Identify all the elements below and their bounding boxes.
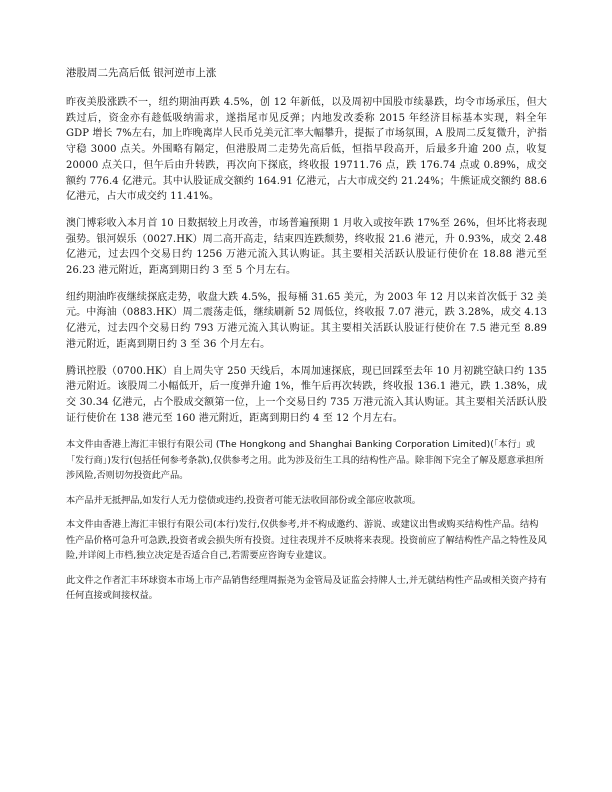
disclaimer-risk: 本文件由香港上海汇丰银行有限公司(本行)发行,仅供参考,并不构成邀约、游说、或建议出售或购买结构性产品。结构性产品价格可急升可急跌,投资者或会损失所有投资。过往表现并不反映将来表现。投资前应了解结构性产品之特性及风险,并详阅上市档,独立决定是否适合自己,若需要应咨询专业建议。 (66, 519, 547, 562)
disclaimer-author: 此文件之作者汇丰环球资本市场上市产品销售经理周振尧为金管局及证监会持牌人士,并无就结构性产品或相关资产持有任何直接或间接权益。 (66, 574, 547, 602)
paragraph-galaxy-entertainment: 澳门博彩收入本月首 10 日数据较上月改善，市场普遍预期 1 月收入或按年跌 17%至 26%，但坏比将表现强势。银河娱乐（0027.HK）周二高开高走，结束四连跌颓势，终收报 21.6 港元，升 0.93%，成交 2.48 亿港元，过去四个交易日约 1256 万港元流入其认购证。其主要相关活跃认股证行使价在 18.88 港元至 26.23 港元附近，距离到期日约 3 至 5 个月左右。 (66, 217, 547, 277)
paragraph-tencent: 腾讯控股（0700.HK）自上周失守 250 天线后，本周加速探底，现已回踩至去年 10 月初跳空缺口约 135 港元附近。该股周二小幅低开，后一度弹升逾 1%，惟午后再次转跌，终收报 136.1 港元，跌 1.38%，成交 30.34 亿港元，占个股成交额第一位，上一个交易日约 735 万港元流入其认购证。其主要相关活跃认股证行使价在 138 港元至 160 港元附近，距离到期日约 4 至 12 个月左右。 (66, 365, 547, 424)
disclaimer-collateral: 本产品并无抵押品,如发行人无力偿债或违约,投资者可能无法收回部份或全部应收款项。 (66, 494, 421, 506)
document-body (66, 66, 547, 613)
paragraph-cnooc: 纽约期油昨夜继续探底走势，收盘大跌 4.5%，报每桶 31.65 美元，为 2003 年 12 月以来首次低于 32 美元。中海油（0883.HK）周二震荡走低，继续刷新 52 周低位，终收报 7.07 港元，跌 3.28%，成交 4.13 亿港元，过去四个交易日约 793 万港元流入其认购证。其主要相关活跃认股证行使价在 7.5 港元至 8.89 港元附近，距离到期日约 3 至 36 个月左右。 (66, 291, 547, 350)
article-title: 港股周二先高后低 银河逆市上涨 (66, 67, 217, 79)
paragraph-market-overview: 昨夜美股涨跌不一，纽约期油再跌 4.5%，创 12 年新低，以及周初中国股市续暴跌，均令市场承压，但大跌过后，资金亦有趁低吸纳需求，遂指尾市见反弹；内地发改委称 2015 年经济目标基本实现，料全年 GDP 增长 7%左右，加上昨晚离岸人民币兑美元汇率大幅攀升，提振了市场氛围，A 股周二反复微升，沪指守稳 3000 点关。外围略有隔定，但港股周二走势先高后低，恒指早段高开，后最多升逾 200 点，收复 20000 点关口，但午后由升转跌，再次向下探底，终收报 19711.76 点，跌 176.74 点或 0.89%，成交额约 776.4 亿港元。其中认股证成交额约 164.91 亿港元，占大市成交约 21.24%；牛熊证成交额约 88.6 亿港元，占大市成交约 11.41%。 (66, 97, 547, 203)
disclaimer-issuer: 本文件由香港上海汇丰银行有限公司 (The Hongkong and Shanghai Banking Corporation Limited)(「本行」或「发行商」)发行(包括任何参考条款),仅供参考之用。此为涉及衍生工具的结构性产品。除非阁下完全了解及愿意承担所涉风险,否则切勿投资此产品。 (66, 439, 544, 482)
